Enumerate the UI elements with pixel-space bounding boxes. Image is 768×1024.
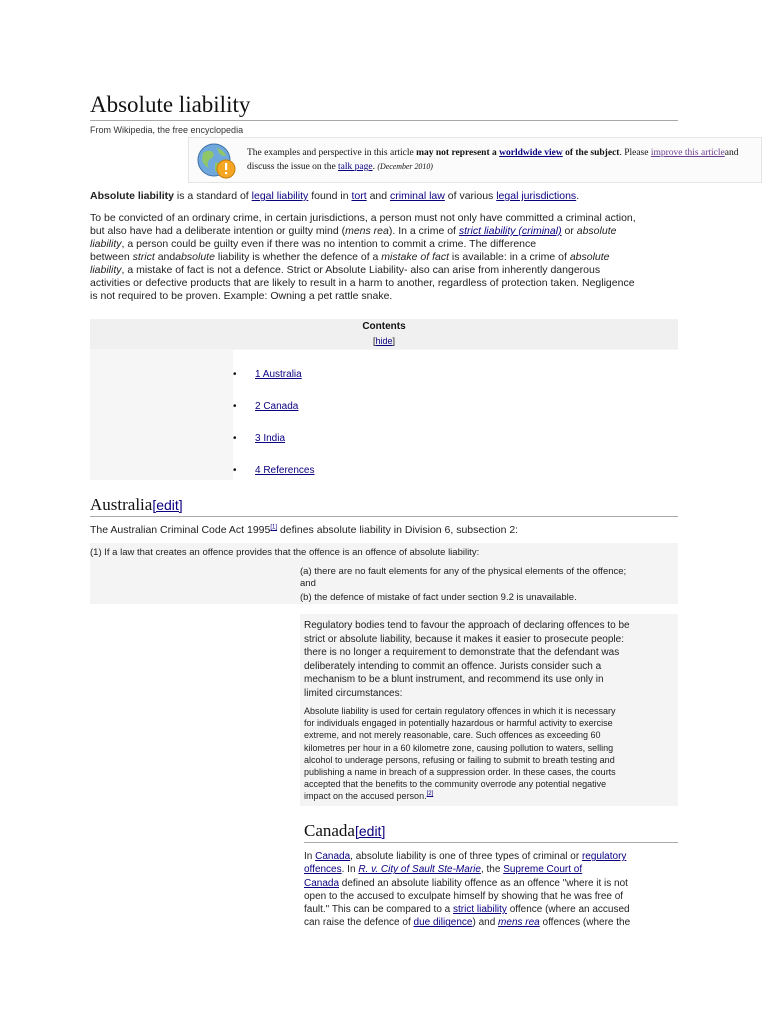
para-line <box>90 225 690 238</box>
code-clause-a <box>300 566 680 590</box>
legal-jurisdictions-link[interactable]: legal jurisdictions <box>496 190 577 202</box>
para-text: can raise the defence of <box>304 917 414 929</box>
due-diligence-link[interactable]: due diligence <box>413 917 473 929</box>
intro-text: is a standard of <box>174 190 252 202</box>
toc-list <box>233 350 678 480</box>
section-divider <box>90 516 678 517</box>
bracket: [ <box>372 336 376 346</box>
intro-bold-term: Absolute liability <box>90 190 175 202</box>
para-text: or <box>561 225 577 237</box>
para-line: there is no longer a requirement to demonstrate that the defendant was <box>304 647 620 658</box>
notice-text-part: The examples and perspective in this article <box>247 148 417 158</box>
canada-link[interactable]: Canada <box>315 851 351 862</box>
para-line <box>304 877 679 890</box>
legal-liability-link[interactable]: legal liability <box>251 190 309 202</box>
edit-link-australia[interactable]: [edit] <box>152 497 183 513</box>
para-text: defines absolute liability in Division 6, subsection 2: <box>277 524 519 536</box>
notice-bold: may not represent a <box>416 148 500 158</box>
para-text: . In <box>341 864 359 876</box>
para-line: mechanism to be a blunt instrument, and recommend its use only in <box>304 674 604 685</box>
regulatory-offences-link[interactable]: regulatory <box>581 851 627 862</box>
tort-link[interactable]: tort <box>351 190 367 202</box>
para-line <box>304 863 679 876</box>
bracket: ] <box>392 336 396 346</box>
para-line <box>304 790 679 802</box>
section-heading-australia <box>90 495 183 515</box>
notice-date: (December 2010) <box>377 162 433 171</box>
para-line: is not required to be proven. Example: Owning a pet rattle snake. <box>90 290 393 302</box>
supreme-court-link[interactable]: Supreme Court of <box>503 864 583 876</box>
para-text: , absolute liability is one of three types of criminal or <box>350 851 582 862</box>
para-text: offences (where the <box>539 917 631 929</box>
liability-term: liability <box>90 264 122 276</box>
notice-text-part: . Please <box>619 148 651 158</box>
para-line: accepted that the benefits to the community overrode any potential negative <box>304 779 607 790</box>
toc-link-canada[interactable]: 2 Canada <box>255 401 299 412</box>
absolute-term: absolute <box>569 251 610 263</box>
strict-liability-link[interactable]: strict liability <box>453 904 507 916</box>
para-text: impact on the accused person. <box>304 791 427 802</box>
criminal-law-link[interactable]: criminal law <box>390 190 445 202</box>
notice-text-part: and discuss the issue on the <box>247 148 739 172</box>
heading-text: Canada <box>304 821 355 840</box>
toc-link-australia[interactable]: 1 Australia <box>255 369 302 380</box>
para-line: kilometres per hour in a 60 kilometre zone, causing pollution to waters, selling <box>304 742 614 753</box>
para-line: deliberately intending to commit an offence. Jurists consider such a <box>304 660 602 672</box>
para-line: alcohol to underage persons, refusing or failing to submit to breath testing and <box>304 754 615 765</box>
strict-term: strict <box>132 251 155 263</box>
section-divider <box>304 842 678 843</box>
para-line: Regulatory bodies tend to favour the approach of declaring offences to be <box>304 620 630 631</box>
bullet: • <box>233 401 237 412</box>
toc-link-references[interactable]: 4 References <box>255 465 315 476</box>
para-line <box>90 264 690 277</box>
intro-text: and <box>366 190 391 202</box>
mens-rea-term: mens rea <box>345 225 389 237</box>
para-line: for individuals engaged in potentially hazardous or harmful activity to exercise <box>304 718 613 729</box>
reference-1-link[interactable]: [1] <box>270 524 278 531</box>
para-line: activities or defective products that are likely to result in a harm to another, regardless of protection taken. Negligence <box>90 277 635 289</box>
section-heading-canada <box>304 821 385 841</box>
para-line: limited circumstances: <box>304 687 403 699</box>
globe-warning-icon <box>195 141 239 181</box>
heading-text: Australia <box>90 495 153 514</box>
toc-hide-link[interactable]: hide <box>375 336 393 346</box>
para-line: open to the accused to exculpate himself by showing that he was free of <box>304 890 624 902</box>
para-text: The Australian Criminal Code Act 1995 <box>90 524 271 536</box>
bullet: • <box>233 433 237 444</box>
clause-a-line: and <box>300 578 316 589</box>
criminal-code-paragraph <box>90 524 690 537</box>
notice-text <box>247 146 752 174</box>
title-divider <box>90 120 678 121</box>
para-text: defined an absolute liability offence as an offence "where it is not <box>339 877 628 889</box>
supreme-court-link[interactable]: Canada <box>304 877 340 889</box>
notice-text-part: . <box>372 162 378 172</box>
para-line <box>304 903 679 916</box>
intro-text: . <box>576 190 580 202</box>
para-line: publishing a name in breach of a suppression order. In these cases, the courts <box>304 767 616 778</box>
table-of-contents <box>90 319 678 480</box>
para-text: between <box>90 251 133 263</box>
talk-page-link[interactable]: talk page <box>338 162 373 172</box>
page-title: Absolute liability <box>90 92 251 117</box>
improve-article-link[interactable]: improve this article <box>650 148 725 158</box>
para-text: , a mistake of fact is not a defence. Strict or Absolute Liability- also can arise from inherently dangerous <box>121 264 601 276</box>
para-text: but also have had a deliberate intention or guilty mind ( <box>90 225 346 237</box>
para-line <box>304 916 679 929</box>
tagline: From Wikipedia, the free encyclopedia <box>90 125 244 135</box>
para-text: In <box>304 851 316 862</box>
clause-a-line: (a) there are no fault elements for any of the physical elements of the offence; <box>300 566 627 577</box>
toc-link-india[interactable]: 3 India <box>255 433 286 444</box>
para-text: fault." This can be compared to a <box>304 904 454 916</box>
worldwide-view-link[interactable]: worldwide view <box>499 148 563 158</box>
para-line: extreme, and not merely reasonable, care. Such offences as exceeding 60 <box>304 730 601 741</box>
worldwide-view-notice <box>188 137 762 183</box>
intro-text: of various <box>444 190 497 202</box>
para-text: is available: in a crime of <box>449 251 570 263</box>
regulatory-offences-link[interactable]: offences <box>304 864 342 876</box>
liability-term: liability <box>90 238 122 250</box>
para-line: strict or absolute liability, because it makes it easier to prosecute people: <box>304 633 624 645</box>
intro-text: found in <box>308 190 352 202</box>
bullet: • <box>233 369 237 380</box>
para-text: ). In a crime of <box>388 225 459 237</box>
edit-link-canada[interactable]: [edit] <box>354 823 386 839</box>
code-quote: (1) If a law that creates an offence provides that the offence is an offence of absolute liability: <box>90 547 480 558</box>
mens-rea-link[interactable]: mens rea <box>498 917 540 929</box>
absolute-term: absolute <box>175 251 215 263</box>
para-line <box>90 238 690 251</box>
para-line: To be convicted of an ordinary crime, in certain jurisdictions, a person must not only have committed a criminal action, <box>90 212 636 224</box>
reference-2-link[interactable]: [2] <box>426 791 434 798</box>
regulatory-paragraph <box>304 619 679 700</box>
bullet: • <box>233 465 237 476</box>
toc-hide-toggle <box>90 336 678 346</box>
para-text: , the <box>480 864 504 876</box>
absolute-term: absolute <box>576 225 617 237</box>
para-text: offence (where an accused <box>506 904 630 916</box>
mistake-of-fact-term: mistake of fact <box>381 251 449 263</box>
canada-paragraph <box>304 850 679 930</box>
intro-paragraph <box>90 190 690 203</box>
toc-title: Contents <box>362 321 406 332</box>
para-text: liability is whether the defence of a <box>214 251 382 263</box>
para-line <box>304 850 679 863</box>
sault-ste-marie-case-link[interactable]: R. v. City of Sault Ste-Marie <box>358 864 481 876</box>
para-text: , a person could be guilty even if there was no intention to commit a crime. The difference <box>121 238 537 250</box>
para-line <box>90 251 690 264</box>
notice-bold-subject: of the subject <box>562 148 620 158</box>
para-text: ) and <box>472 917 499 929</box>
para-text: and <box>154 251 176 263</box>
strict-liability-criminal-link[interactable]: strict liability (criminal) <box>458 225 562 237</box>
absolute-liability-quote <box>304 705 679 803</box>
code-clause-b: (b) the defence of mistake of fact under section 9.2 is unavailable. <box>300 592 577 603</box>
para-line: Absolute liability is used for certain regulatory offences in which it is necessary <box>304 706 616 716</box>
